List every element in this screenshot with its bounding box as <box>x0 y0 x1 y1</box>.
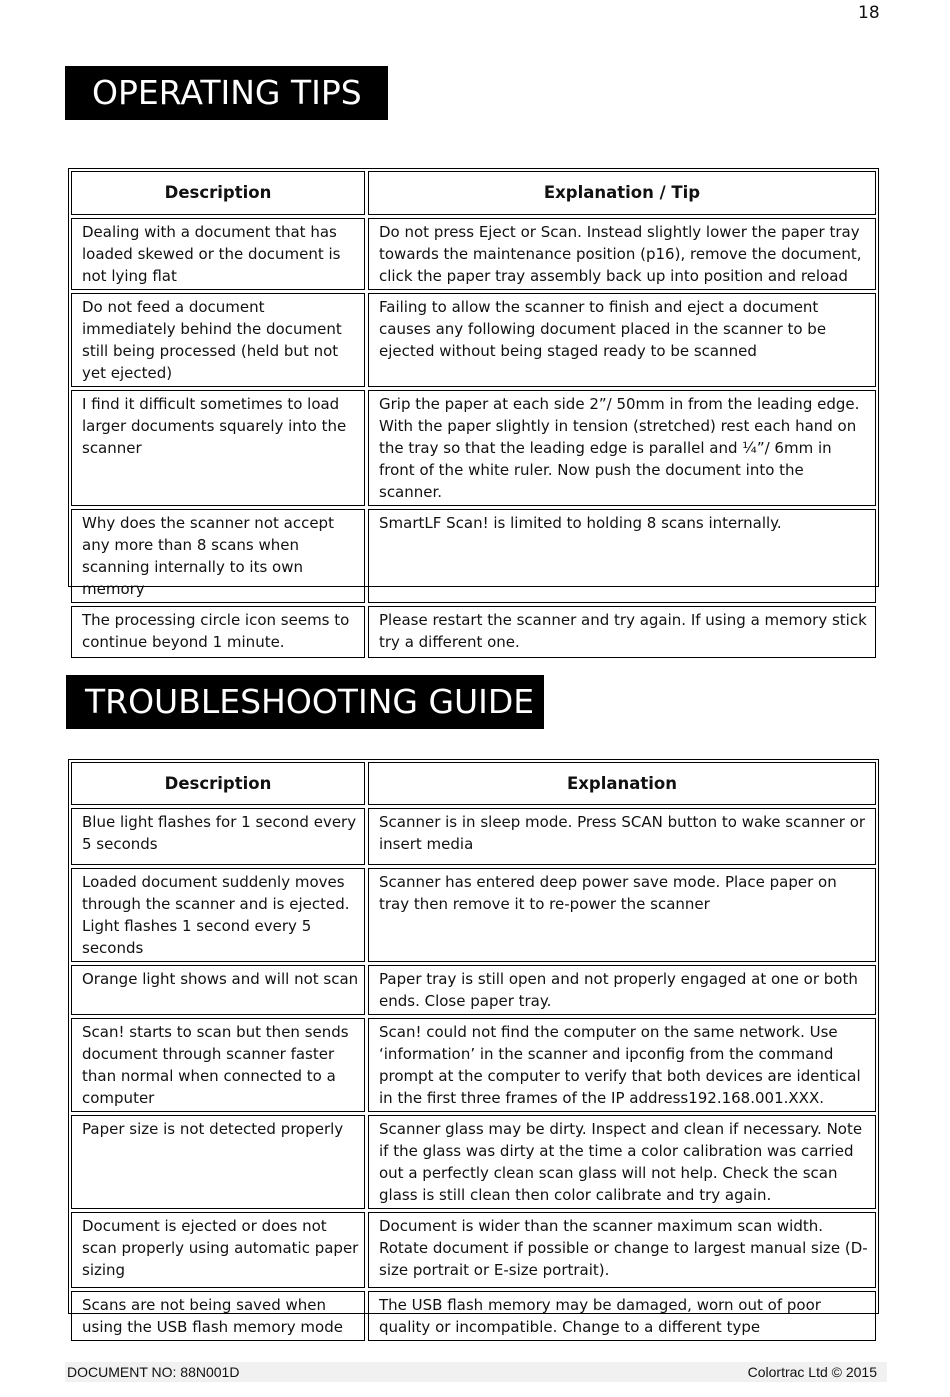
row-explanation: Document is wider than the scanner maximum scan width. Rotate document if possible or change to largest manual size (D-size portrait or E-size portrait). <box>368 1212 876 1288</box>
document-number: DOCUMENT NO: 88N001D <box>67 1364 240 1380</box>
troubleshooting-table <box>68 759 879 1336</box>
table-header-row <box>71 171 876 215</box>
row-description: Scan! starts to scan but then sends document through scanner faster than normal when connected to a computer <box>71 1018 365 1112</box>
col-description-header: Description <box>71 762 365 805</box>
table-row <box>71 390 876 506</box>
row-description: Dealing with a document that has loaded skewed or the document is not lying flat <box>71 218 365 290</box>
table-header-row <box>71 762 876 805</box>
row-description: Loaded document suddenly moves through the scanner and is ejected. Light flashes 1 second every 5 seconds <box>71 868 365 962</box>
row-description: Blue light flashes for 1 second every 5 seconds <box>71 808 365 865</box>
col-explanation-header: Explanation / Tip <box>368 171 876 215</box>
row-description: The processing circle icon seems to continue beyond 1 minute. <box>71 606 365 658</box>
row-tip: Failing to allow the scanner to finish and eject a document causes any following document placed in the scanner to be ejected without being staged ready to be scanned <box>368 293 876 387</box>
table-row <box>71 1018 876 1112</box>
page-number: 18 <box>858 3 880 23</box>
row-explanation: Scan! could not find the computer on the same network. Use ‘information’ in the scanner and ipconfig from the command prompt at the computer to verify that both devices are identical in the first three frames of the IP address192.168.001.XXX. <box>368 1018 876 1112</box>
page-footer <box>65 1362 887 1382</box>
row-explanation: Scanner is in sleep mode. Press SCAN button to wake scanner or insert media <box>368 808 876 865</box>
row-description: I find it difficult sometimes to load larger documents squarely into the scanner <box>71 390 365 506</box>
row-description: Why does the scanner not accept any more than 8 scans when scanning internally to its own memory <box>71 509 365 603</box>
table-row <box>71 965 876 1015</box>
copyright: Colortrac Ltd © 2015 <box>747 1364 877 1380</box>
table-row <box>71 293 876 387</box>
row-description: Orange light shows and will not scan <box>71 965 365 1015</box>
troubleshooting-heading: TROUBLESHOOTING GUIDE <box>66 675 544 729</box>
table-row <box>71 218 876 290</box>
row-description: Document is ejected or does not scan properly using automatic paper sizing <box>71 1212 365 1288</box>
table-row <box>71 509 876 603</box>
col-description-header: Description <box>71 171 365 215</box>
row-tip: Grip the paper at each side 2”/ 50mm in from the leading edge. With the paper slightly in tension (stretched) rest each hand on the tray so that the leading edge is parallel and ¼”/ 6mm in front of the white ruler. Now push the document into the scanner. <box>368 390 876 506</box>
table-row <box>71 1291 876 1341</box>
row-explanation: Paper tray is still open and not properly engaged at one or both ends. Close paper tray. <box>368 965 876 1015</box>
row-tip: Please restart the scanner and try again. If using a memory stick try a different one. <box>368 606 876 658</box>
table-row <box>71 1115 876 1209</box>
row-tip: Do not press Eject or Scan. Instead slightly lower the paper tray towards the maintenance position (p16), remove the document, click the paper tray assembly back up into position and reload <box>368 218 876 290</box>
table-row <box>71 606 876 658</box>
row-explanation: Scanner glass may be dirty. Inspect and clean if necessary. Note if the glass was dirty at the time a color calibration was carried out a perfectly clean scan glass will not help. Check the scan glass is still clean then color calibrate and try again. <box>368 1115 876 1209</box>
row-description: Do not feed a document immediately behind the document still being processed (held but not yet ejected) <box>71 293 365 387</box>
row-tip: SmartLF Scan! is limited to holding 8 scans internally. <box>368 509 876 603</box>
table-row <box>71 808 876 865</box>
table-row <box>71 1212 876 1288</box>
table-row <box>71 868 876 962</box>
operating-tips-heading: OPERATING TIPS <box>65 66 388 120</box>
col-explanation-header: Explanation <box>368 762 876 805</box>
operating-tips-table <box>68 168 879 651</box>
row-explanation: The USB flash memory may be damaged, worn out of poor quality or incompatible. Change to a different type <box>368 1291 876 1341</box>
row-description: Scans are not being saved when using the USB flash memory mode <box>71 1291 365 1341</box>
row-explanation: Scanner has entered deep power save mode. Place paper on tray then remove it to re-power the scanner <box>368 868 876 962</box>
row-description: Paper size is not detected properly <box>71 1115 365 1209</box>
